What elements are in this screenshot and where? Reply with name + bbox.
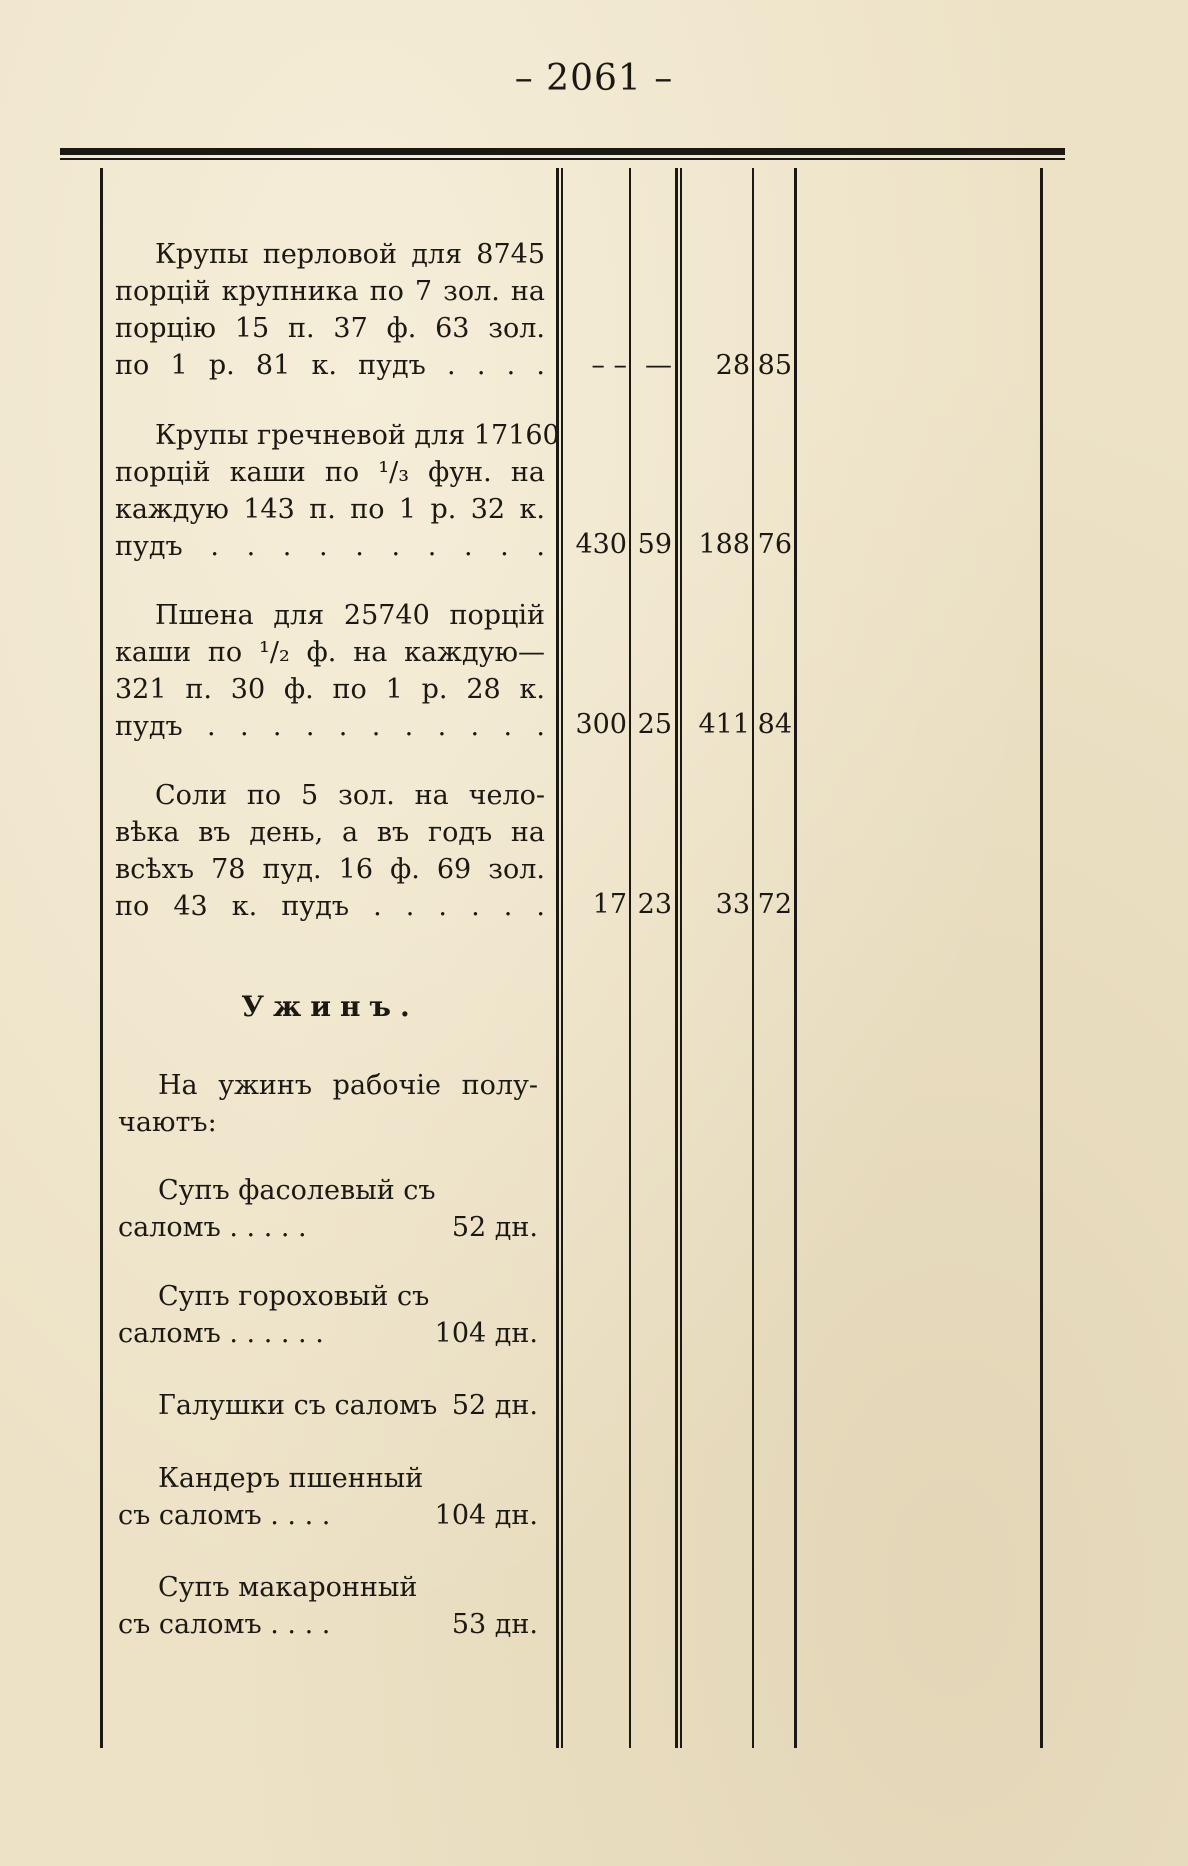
entry-2-rubles-b: 188 <box>698 529 750 560</box>
entry-2-kopeks-a: 59 <box>637 529 672 560</box>
meal-dumplings: Галушки съ саломъ 52 дн. <box>158 1390 538 1421</box>
entry-4-rubles-b: 33 <box>715 889 750 920</box>
entry-salt: Соли по 5 зол. на чело- вѣка въ день, а въ годъ на всѣхъ 78 пуд. 16 ф. 69 зол. по 43 к. пудъ . . . . . . <box>115 780 545 922</box>
text-column-divider <box>556 168 559 1748</box>
header-rule-thick <box>60 148 1065 155</box>
meal-pea-soup: Супъ гороховый съ саломъ . . . . . . 104 дн. <box>118 1281 538 1349</box>
section-title-dinner: Ужинъ. <box>241 990 419 1023</box>
entry-buckwheat: Крупы гречневой для 17160 порцій каши по ¹/₃ фун. на каждую 143 п. по 1 р. 32 к. пудъ . . . . . . . . . . <box>115 420 560 562</box>
entry-3-rubles-a: 300 <box>575 709 627 740</box>
rubles-kopeks-divider-2 <box>752 168 754 1748</box>
entry-3-kopeks-b: 84 <box>757 709 792 740</box>
entry-1-rubles-a: – – <box>591 350 627 381</box>
entry-millet: Пшена для 25740 порцій каши по ¹/₂ ф. на каждую— 321 п. 30 ф. по 1 р. 28 к. пудъ . . . . . . . . . . . <box>115 600 545 742</box>
meal-bean-soup: Супъ фасолевый съ саломъ . . . . . 52 дн. <box>118 1175 538 1243</box>
right-border-line <box>1040 168 1043 1748</box>
sum-column-divider <box>675 168 678 1748</box>
entry-4-rubles-a: 17 <box>592 889 627 920</box>
entry-1-rubles-b: 28 <box>715 350 750 381</box>
entry-3-kopeks-a: 25 <box>637 709 672 740</box>
left-border-line <box>100 168 103 1748</box>
text-column-divider-inner <box>561 168 563 1748</box>
entry-pearl-barley: Крупы перловой для 8745 порцій крупника по 7 зол. на порцію 15 п. 37 ф. 63 зол. по 1 р. 81 к. пудъ . . . . <box>115 239 545 381</box>
dinner-intro: На ужинъ рабочіе полу- чаютъ: <box>118 1070 538 1138</box>
header-rule-thin <box>60 158 1065 160</box>
entry-4-kopeks-a: 23 <box>637 889 672 920</box>
page-number: – 2061 – <box>514 58 674 99</box>
entry-2-kopeks-b: 76 <box>757 529 792 560</box>
sum-column-divider-inner <box>680 168 682 1748</box>
entry-1-kopeks-a: — <box>645 350 672 381</box>
rubles-kopeks-divider-1 <box>629 168 631 1748</box>
entry-4-kopeks-b: 72 <box>757 889 792 920</box>
entry-3-rubles-b: 411 <box>698 709 750 740</box>
meal-millet-kander: Кандеръ пшенный съ саломъ . . . . 104 дн. <box>118 1463 538 1531</box>
entry-2-rubles-a: 430 <box>575 529 627 560</box>
meal-macaroni-soup: Супъ макаронный съ саломъ . . . . 53 дн. <box>118 1572 538 1640</box>
entry-1-kopeks-b: 85 <box>757 350 792 381</box>
right-column-divider <box>794 168 797 1748</box>
